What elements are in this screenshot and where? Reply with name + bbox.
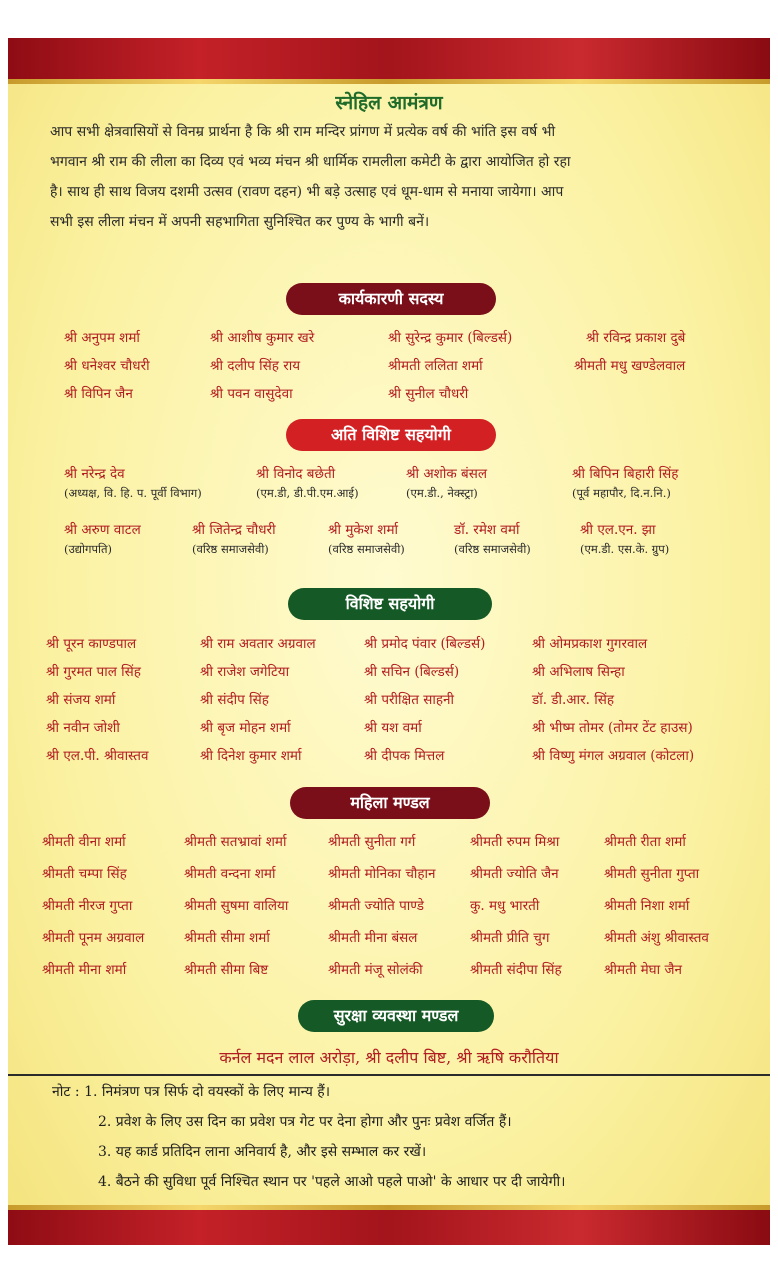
member-name: श्रीमती अंशु श्रीवास्तव: [604, 930, 709, 946]
member-name-text: डॉ. रमेश वर्मा: [454, 522, 520, 538]
member-name: [64, 520, 141, 557]
member-role: (वरिष्ठ समाजसेवी): [192, 542, 269, 556]
member-name: श्रीमती रीता शर्मा: [604, 834, 686, 850]
member-name: [406, 464, 487, 501]
member-name: श्री सुरेन्द्र कुमार (बिल्डर्स): [388, 330, 513, 346]
member-name: श्री ओमप्रकाश गुगरवाल: [532, 636, 648, 652]
note-line: 4. बैठने की सुविधा पूर्व निश्चित स्थान पर 'पहले आओ पहले पाओ' के आधार पर दी जायेगी।: [98, 1174, 566, 1190]
member-name: श्रीमती मधु खण्डेलवाल: [574, 358, 686, 374]
member-name-text: श्री जितेन्द्र चौधरी: [192, 522, 276, 538]
member-name-text: श्री अरुण वाटल: [64, 522, 141, 538]
member-name: कु. मधु भारती: [470, 898, 540, 914]
intro-line: है। साथ ही साथ विजय दशमी उत्सव (रावण दहन) भी बड़े उत्साह एवं धूम-धाम से मनाया जायेगा। आप: [50, 184, 564, 200]
section-divider: [8, 1074, 770, 1076]
member-name: श्री गुरमत पाल सिंह: [46, 664, 141, 680]
member-name: श्री दिनेश कुमार शर्मा: [200, 748, 302, 764]
member-name: श्री विपिन जैन: [64, 386, 133, 402]
security-heading: सुरक्षा व्यवस्था मण्डल: [298, 1000, 494, 1032]
member-role: (वरिष्ठ समाजसेवी): [328, 542, 405, 556]
member-name: श्री एल.पी. श्रीवास्तव: [46, 748, 149, 764]
member-name-text: श्री अशोक बंसल: [406, 466, 487, 482]
member-name-text: श्री बिपिन बिहारी सिंह: [572, 466, 679, 482]
very-special-heading: अति विशिष्ट सहयोगी: [286, 419, 496, 451]
member-name: श्रीमती ललिता शर्मा: [388, 358, 483, 374]
member-name: श्री परीक्षित साहनी: [364, 692, 454, 708]
note-line: नोट : 1. निमंत्रण पत्र सिर्फ दो वयस्कों के लिए मान्य हैं।: [52, 1084, 331, 1100]
member-name-text: श्री नरेन्द्र देव: [64, 466, 125, 482]
member-name-text: श्री एल.एन. झा: [580, 522, 656, 538]
member-role: (अध्यक्ष, वि. हि. प. पूर्वी विभाग): [64, 486, 202, 500]
member-name: श्रीमती मीना शर्मा: [42, 962, 127, 978]
note-line: 2. प्रवेश के लिए उस दिन का प्रवेश पत्र गेट पर देना होगा और पुनः प्रवेश वर्जित हैं।: [98, 1114, 512, 1130]
member-name: श्री संदीप सिंह: [200, 692, 269, 708]
member-name: श्री दलीप सिंह राय: [210, 358, 301, 374]
member-name: श्रीमती ज्योति पाण्डे: [328, 898, 424, 914]
member-name: श्रीमती सुनीता गर्ग: [328, 834, 416, 850]
member-name: [328, 520, 405, 557]
member-name: श्री रविन्द्र प्रकाश दुबे: [586, 330, 686, 346]
member-name: श्री विष्णु मंगल अग्रवाल (कोटला): [532, 748, 695, 764]
intro-line: आप सभी क्षेत्रवासियों से विनम्र प्रार्थना है कि श्री राम मन्दिर प्रांगण में प्रत्येक वर्ष की भांति इस वर्ष भी: [50, 124, 556, 140]
member-name: श्री पूरन काण्डपाल: [46, 636, 137, 652]
member-role: (एम.डी., नेक्स्ट्रा): [406, 486, 478, 500]
member-name: श्री सचिन (बिल्डर्स): [364, 664, 460, 680]
invitation-title: स्नेहिल आमंत्रण: [335, 92, 443, 114]
member-role: (उद्योगपति): [64, 542, 113, 556]
invitation-intro: [50, 117, 740, 237]
member-name: [580, 520, 669, 557]
member-name: श्रीमती वीना शर्मा: [42, 834, 126, 850]
member-role: (वरिष्ठ समाजसेवी): [454, 542, 531, 556]
intro-line: सभी इस लीला मंचन में अपनी सहभागिता सुनिश्चित कर पुण्य के भागी बनें।: [50, 214, 430, 230]
member-name: श्रीमती सीमा बिष्ट: [184, 962, 269, 978]
invitation-card: [8, 38, 770, 1245]
member-name: श्रीमती वन्दना शर्मा: [184, 866, 276, 882]
member-name: श्री राम अवतार अग्रवाल: [200, 636, 316, 652]
women-heading: महिला मण्डल: [290, 787, 490, 819]
bottom-decorative-band: [8, 1205, 770, 1245]
member-name: श्रीमती रुपम मिश्रा: [470, 834, 560, 850]
member-name: श्रीमती सुनीता गुप्ता: [604, 866, 700, 882]
member-name: श्रीमती मोनिका चौहान: [328, 866, 436, 882]
member-name: श्रीमती सीमा शर्मा: [184, 930, 270, 946]
member-name: श्रीमती मेघा जैन: [604, 962, 682, 978]
intro-line: भगवान श्री राम की लीला का दिव्य एवं भव्य मंचन श्री धार्मिक रामलीला कमेटी के द्वारा आयोजित हो रहा: [50, 154, 571, 170]
member-name: श्री अनुपम शर्मा: [64, 330, 140, 346]
member-name: श्री पवन वासुदेवा: [210, 386, 293, 402]
member-name: श्री भीष्म तोमर (तोमर टेंट हाउस): [532, 720, 693, 736]
executive-heading: कार्यकारणी सदस्य: [286, 283, 496, 315]
special-heading: विशिष्ट सहयोगी: [288, 588, 492, 620]
member-name: श्रीमती निशा शर्मा: [604, 898, 690, 914]
member-name: श्रीमती मीना बंसल: [328, 930, 418, 946]
member-name: श्रीमती चम्पा सिंह: [42, 866, 127, 882]
member-name: श्रीमती पूनम अग्रवाल: [42, 930, 145, 946]
member-name: श्री नवीन जोशी: [46, 720, 120, 736]
member-name: [192, 520, 276, 557]
note-line: 3. यह कार्ड प्रतिदिन लाना अनिवार्य है, और इसे सम्भाल कर रखें।: [98, 1144, 427, 1160]
top-decorative-band: [8, 38, 770, 84]
member-name: श्री यश वर्मा: [364, 720, 422, 736]
member-name: श्रीमती सतभ्रावां शर्मा: [184, 834, 287, 850]
member-name: श्रीमती सुषमा वालिया: [184, 898, 289, 914]
member-name: श्री आशीष कुमार खरे: [210, 330, 315, 346]
member-name: श्री संजय शर्मा: [46, 692, 116, 708]
member-name: डॉ. डी.आर. सिंह: [532, 692, 615, 708]
member-role: (एम.डी, डी.पी.एम.आई): [256, 486, 359, 500]
member-name: [256, 464, 359, 501]
member-role: (एम.डी. एस.के. ग्रुप): [580, 542, 670, 556]
security-members: कर्नल मदन लाल अरोड़ा, श्री दलीप बिष्ट, श्री ऋषि करौतिया: [219, 1048, 559, 1067]
member-name: श्रीमती ज्योति जैन: [470, 866, 559, 882]
member-name: श्री अभिलाष सिन्हा: [532, 664, 625, 680]
member-name: [454, 520, 531, 557]
member-name-text: श्री मुकेश शर्मा: [328, 522, 399, 538]
member-role: (पूर्व महापौर, दि.न.नि.): [572, 486, 671, 500]
member-name: श्री धनेश्वर चौधरी: [64, 358, 150, 374]
member-name: [64, 464, 202, 501]
member-name: श्री दीपक मित्तल: [364, 748, 445, 764]
member-name-text: श्री विनोद बछेती: [256, 466, 336, 482]
member-name: श्रीमती नीरज गुप्ता: [42, 898, 133, 914]
member-name: श्रीमती प्रीति चुग: [470, 930, 550, 946]
member-name: श्री राजेश जगेटिया: [200, 664, 290, 680]
member-name: श्री बृज मोहन शर्मा: [200, 720, 291, 736]
member-name: श्री सुनील चौधरी: [388, 386, 469, 402]
member-name: श्रीमती मंजू सोलंकी: [328, 962, 423, 978]
member-name: श्रीमती संदीपा सिंह: [470, 962, 562, 978]
member-name: [572, 464, 678, 501]
member-name: श्री प्रमोद पंवार (बिल्डर्स): [364, 636, 486, 652]
